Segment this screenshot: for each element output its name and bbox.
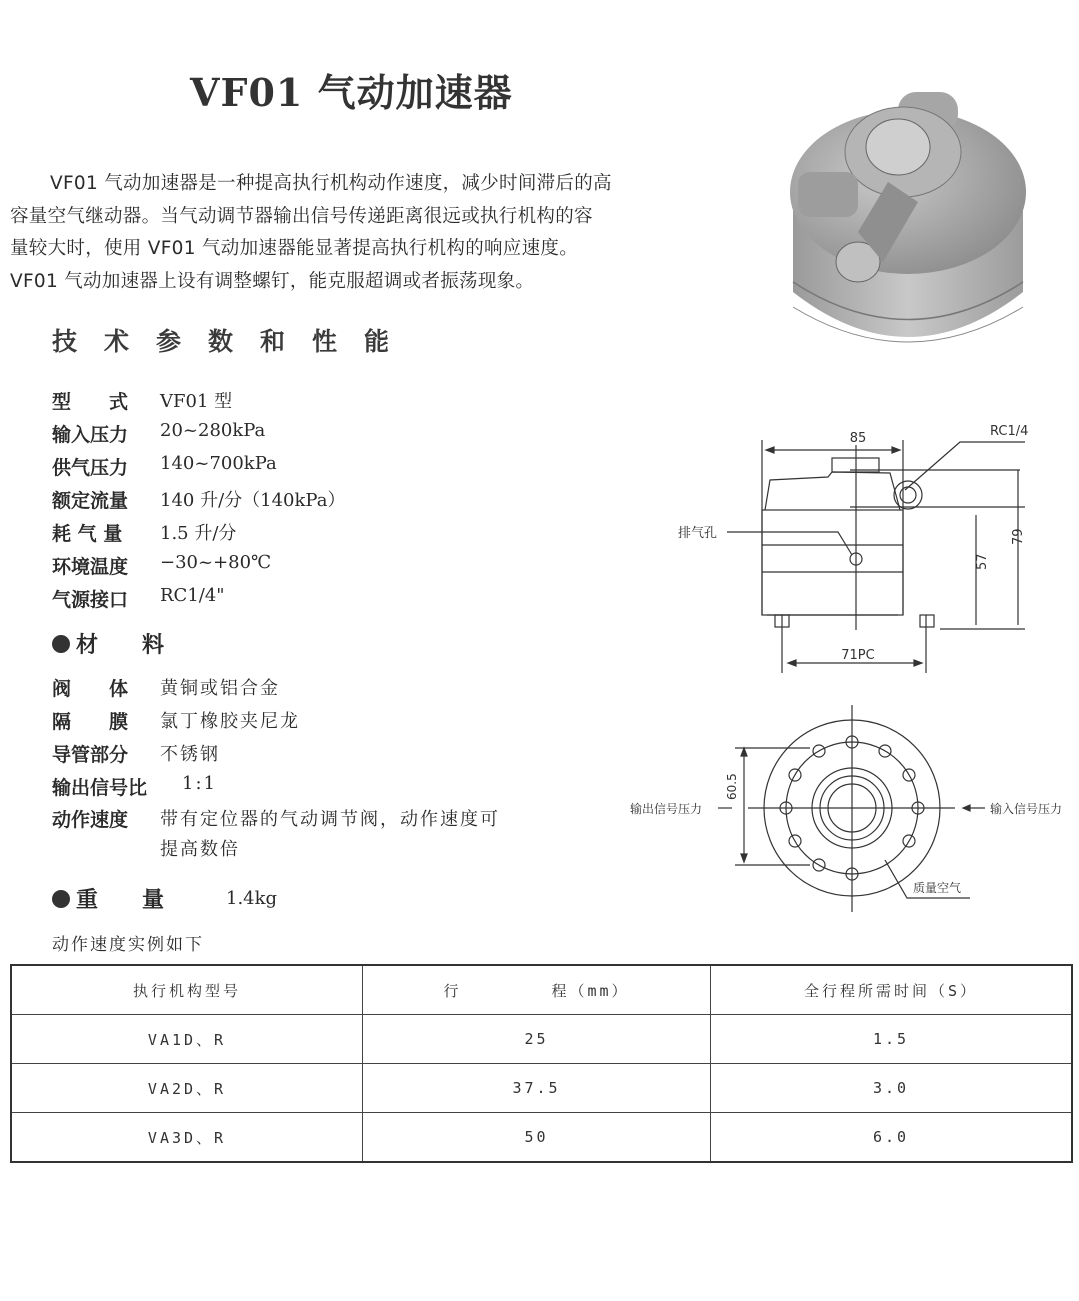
- material-label: 隔 膜: [52, 711, 129, 733]
- bullet-icon: [52, 890, 70, 908]
- material-row-diaphragm: [52, 707, 300, 734]
- input-signal-label: 输入信号压力: [990, 802, 1063, 816]
- spec-value: VF01 型: [160, 391, 233, 412]
- side-view-drawing: [620, 415, 1079, 679]
- material-row-speed: [52, 805, 500, 869]
- intro-line: VF01 气动加速器上设有调整螺钉，能克服超调或者振荡现象。: [10, 270, 535, 292]
- material-row-output-ratio: [52, 773, 217, 800]
- material-label: 输出信号比: [52, 777, 148, 799]
- speed-example-table: [10, 964, 1073, 1163]
- spec-value: 1.5 升/分: [160, 523, 237, 544]
- intro-paragraph: [10, 168, 710, 298]
- spec-label: 环境温度: [52, 556, 129, 578]
- material-row-body: [52, 674, 280, 701]
- weight-row: [52, 883, 277, 914]
- spec-row-rated-flow: [52, 486, 345, 513]
- table-cell: VA3D、R: [11, 1113, 363, 1163]
- port-label: RC1/4: [990, 424, 1029, 439]
- materials-heading: [52, 628, 164, 659]
- spec-row-supply-pressure: [52, 453, 277, 480]
- material-label: 动作速度: [52, 809, 129, 831]
- material-value: 1:1: [182, 773, 217, 794]
- product-photo: [788, 92, 1028, 364]
- spec-label: 耗 气 量: [52, 523, 123, 545]
- table-header: 行 程（mm）: [363, 965, 711, 1015]
- dim-85: 85: [849, 431, 867, 446]
- table-header-row: [11, 965, 1072, 1015]
- bullet-icon: [52, 635, 70, 653]
- table-cell: 3.0: [711, 1064, 1073, 1113]
- spec-value: RC1/4": [160, 585, 225, 606]
- table-header: 执行机构型号: [11, 965, 363, 1015]
- dim-71pc: 71PC: [841, 648, 875, 663]
- material-value-line: 带有定位器的气动调节阀，动作速度可: [160, 809, 500, 830]
- material-value: 氯丁橡胶夹尼龙: [160, 711, 300, 732]
- material-label: 阀 体: [52, 678, 129, 700]
- dim-60-5: 60.5: [725, 773, 739, 800]
- example-caption: 动作速度实例如下: [52, 935, 204, 955]
- material-label: 导管部分: [52, 744, 129, 766]
- spec-label: 输入压力: [52, 424, 129, 446]
- spec-row-air-port: [52, 585, 225, 612]
- spec-label: 气源接口: [52, 589, 129, 611]
- material-value: 不锈钢: [160, 744, 220, 765]
- spec-value: 20~280kPa: [160, 420, 266, 441]
- material-value: [160, 805, 500, 869]
- spec-row-air-consumption: [52, 519, 236, 546]
- material-row-conduit: [52, 740, 220, 767]
- spec-row-model: [52, 387, 232, 414]
- quality-air-label: 质量空气: [913, 881, 962, 895]
- exhaust-label: 排气孔: [678, 526, 718, 541]
- spec-label: 供气压力: [52, 457, 129, 479]
- table-header: 全行程所需时间（S）: [711, 965, 1073, 1015]
- spec-row-input-pressure: [52, 420, 265, 447]
- output-signal-label: 输出信号压力: [630, 802, 703, 816]
- table-cell: 37.5: [363, 1064, 711, 1113]
- top-view-drawing: [620, 700, 1079, 934]
- spec-value: −30~+80℃: [160, 552, 272, 573]
- table-row: [11, 1015, 1072, 1064]
- spec-label: 额定流量: [52, 490, 129, 512]
- intro-line: 量较大时，使用 VF01 气动加速器能显著提高执行机构的响应速度。: [10, 238, 579, 259]
- table-cell: VA2D、R: [11, 1064, 363, 1113]
- table-cell: 1.5: [711, 1015, 1073, 1064]
- spec-label: 型 式: [52, 391, 129, 413]
- spec-value: 140 升/分（140kPa）: [160, 490, 346, 511]
- spec-value: 140~700kPa: [160, 453, 277, 474]
- spec-row-ambient-temp: [52, 552, 271, 579]
- table-cell: 25: [363, 1015, 711, 1064]
- table-row: [11, 1113, 1072, 1163]
- table-cell: 50: [363, 1113, 711, 1163]
- weight-value: 1.4kg: [226, 888, 278, 909]
- weight-heading: 重 量: [76, 888, 165, 913]
- intro-line: VF01 气动加速器是一种提高执行机构动作速度，减少时间滞后的高: [50, 173, 612, 194]
- dim-57: 57: [975, 553, 990, 570]
- table-cell: 6.0: [711, 1113, 1073, 1163]
- specs-heading: 技术参数和性能: [52, 327, 417, 356]
- table-cell: VA1D、R: [11, 1015, 363, 1064]
- page-title: VF01 气动加速器: [190, 70, 513, 115]
- table-row: [11, 1064, 1072, 1113]
- material-value: 黄铜或铝合金: [160, 678, 280, 699]
- dim-79: 79: [1011, 528, 1026, 545]
- intro-line: 容量空气继动器。当气动调节器输出信号传递距离很远或执行机构的容: [10, 205, 593, 227]
- material-value-line: 提高数倍: [160, 839, 240, 860]
- materials-heading-text: 材 料: [76, 633, 165, 658]
